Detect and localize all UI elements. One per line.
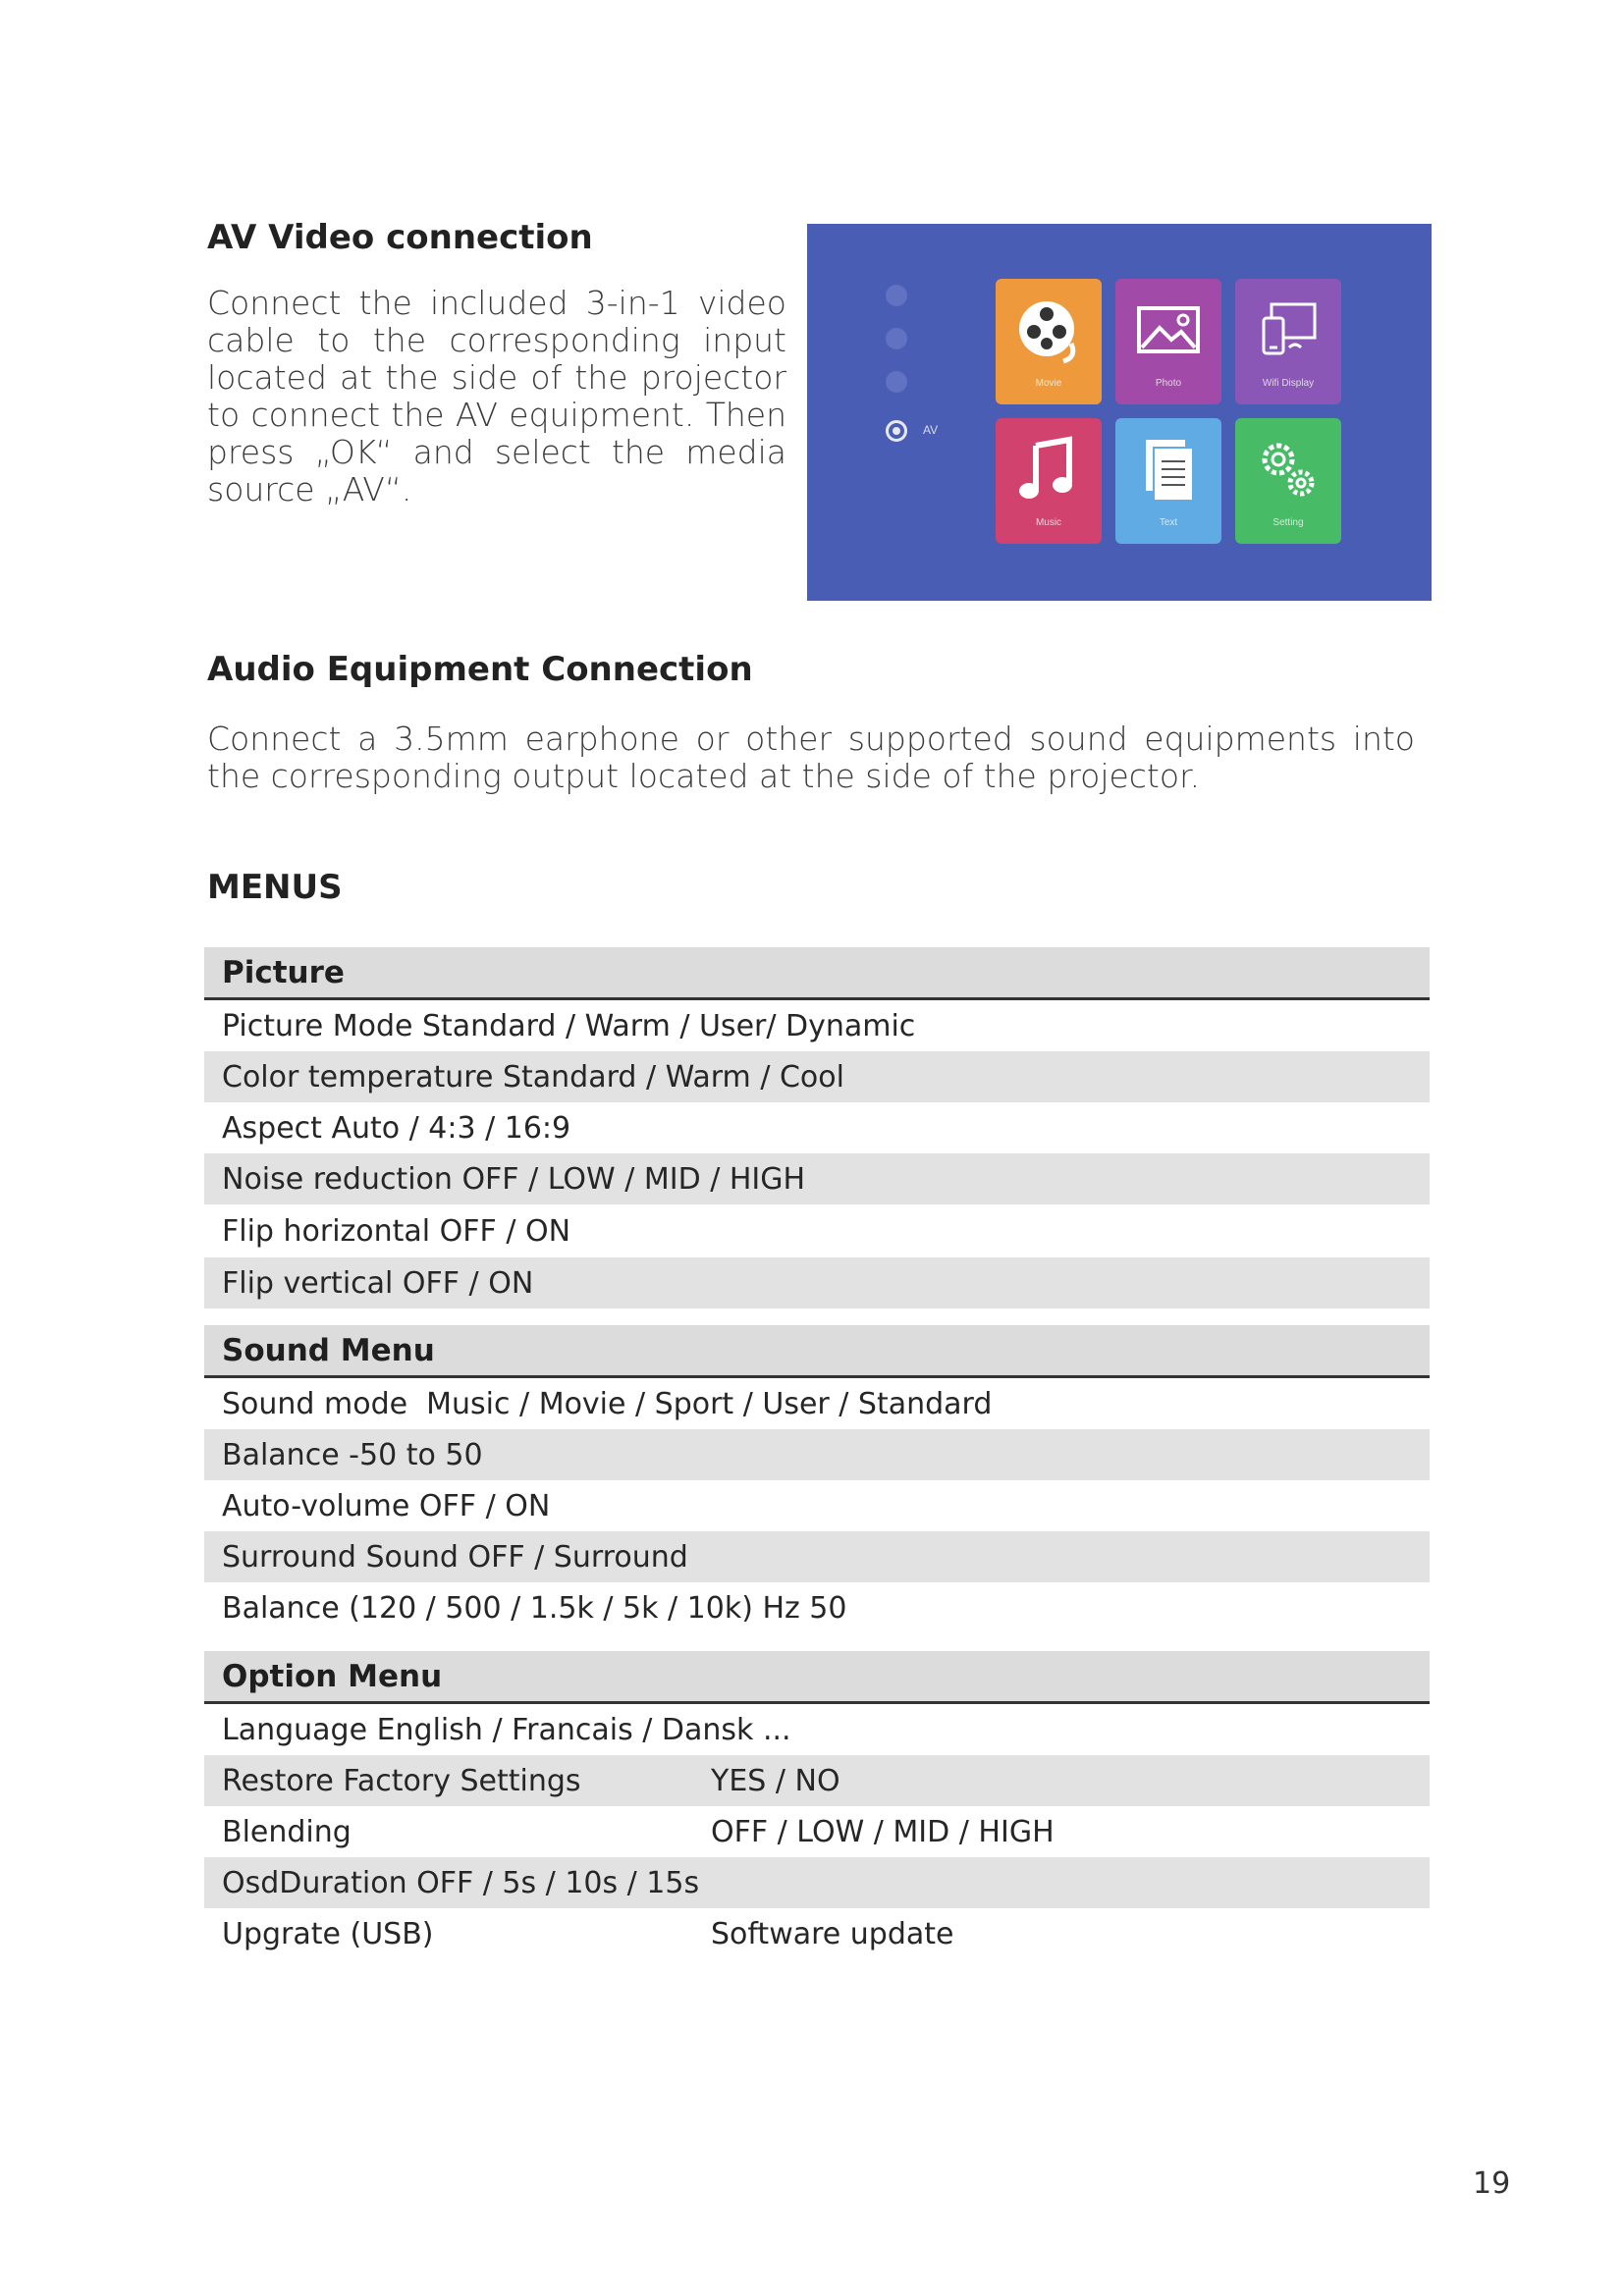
tile-label: Setting bbox=[1272, 517, 1304, 528]
table-row: Surround Sound OFF / Surround bbox=[204, 1531, 1430, 1582]
sound-menu-table bbox=[204, 1325, 1430, 1633]
table-row: Flip horizontal OFF / ON bbox=[222, 1213, 571, 1249]
tile-label: Music bbox=[1035, 517, 1062, 528]
projector-source-screenshot bbox=[807, 224, 1432, 601]
tile-setting bbox=[1235, 418, 1341, 544]
tile-music bbox=[996, 418, 1102, 544]
table-row: Upgrate (USB) Software update bbox=[222, 1916, 954, 1951]
audio-section-text: Connect a 3.5mm earphone or other supported sound equipments into the corresponding output located at the side of the projector. bbox=[207, 720, 1415, 795]
gear-icon bbox=[1254, 436, 1323, 505]
source-radio bbox=[886, 285, 907, 306]
table-row: Language English / Francais / Dansk ... bbox=[222, 1712, 791, 1747]
film-reel-icon bbox=[1014, 296, 1083, 365]
table-row: OsdDuration OFF / 5s / 10s / 15s bbox=[204, 1857, 1430, 1908]
table-row: Sound mode Music / Movie / Sport / User / Standard bbox=[222, 1386, 993, 1421]
table-header: Option Menu bbox=[204, 1651, 1430, 1704]
av-section-title: AV Video connection bbox=[207, 218, 593, 257]
table-row: Blending OFF / LOW / MID / HIGH bbox=[222, 1814, 1055, 1849]
tile-text bbox=[1115, 418, 1221, 544]
table-row: Balance -50 to 50 bbox=[204, 1429, 1430, 1480]
music-note-icon bbox=[1014, 436, 1083, 505]
wifi-display-icon bbox=[1254, 296, 1323, 365]
source-radio bbox=[886, 328, 907, 349]
table-header: Picture bbox=[204, 947, 1430, 1000]
document-icon bbox=[1134, 436, 1203, 505]
av-section-text: Connect the included 3-in-1 video cable to the corresponding input located at the side of the projector to connect the AV equipment. Then press „OK“ and select the media source „AV“. bbox=[207, 284, 786, 508]
tile-label: Movie bbox=[1035, 378, 1062, 389]
audio-section-title: Audio Equipment Connection bbox=[207, 650, 753, 689]
source-radio bbox=[886, 371, 907, 393]
table-row: Noise reduction OFF / LOW / MID / HIGH bbox=[204, 1153, 1430, 1204]
page-number: 19 bbox=[1473, 2166, 1511, 2201]
tile-wifi-display bbox=[1235, 279, 1341, 404]
table-row: Color temperature Standard / Warm / Cool bbox=[204, 1051, 1430, 1102]
table-row: Balance (120 / 500 / 1.5k / 5k / 10k) Hz 50 bbox=[222, 1590, 847, 1626]
tile-label: Photo bbox=[1155, 378, 1182, 389]
tile-movie bbox=[996, 279, 1102, 404]
table-row: Flip vertical OFF / ON bbox=[204, 1257, 1430, 1308]
option-menu-table bbox=[204, 1651, 1430, 1959]
tile-label: Text bbox=[1159, 517, 1178, 528]
source-label-av: AV bbox=[923, 423, 939, 437]
table-header: Sound Menu bbox=[204, 1325, 1430, 1378]
source-radio-selected bbox=[886, 420, 907, 442]
menus-title: MENUS bbox=[207, 868, 343, 907]
tile-label: Wifi Display bbox=[1262, 378, 1315, 389]
photo-icon bbox=[1134, 296, 1203, 365]
table-row: Aspect Auto / 4:3 / 16:9 bbox=[222, 1110, 571, 1146]
table-row: Restore Factory Settings YES / NO bbox=[204, 1755, 1430, 1806]
picture-menu-table bbox=[204, 947, 1430, 1308]
tile-photo bbox=[1115, 279, 1221, 404]
table-row: Picture Mode Standard / Warm / User/ Dynamic bbox=[222, 1008, 916, 1043]
table-row: Auto-volume OFF / ON bbox=[222, 1488, 551, 1523]
